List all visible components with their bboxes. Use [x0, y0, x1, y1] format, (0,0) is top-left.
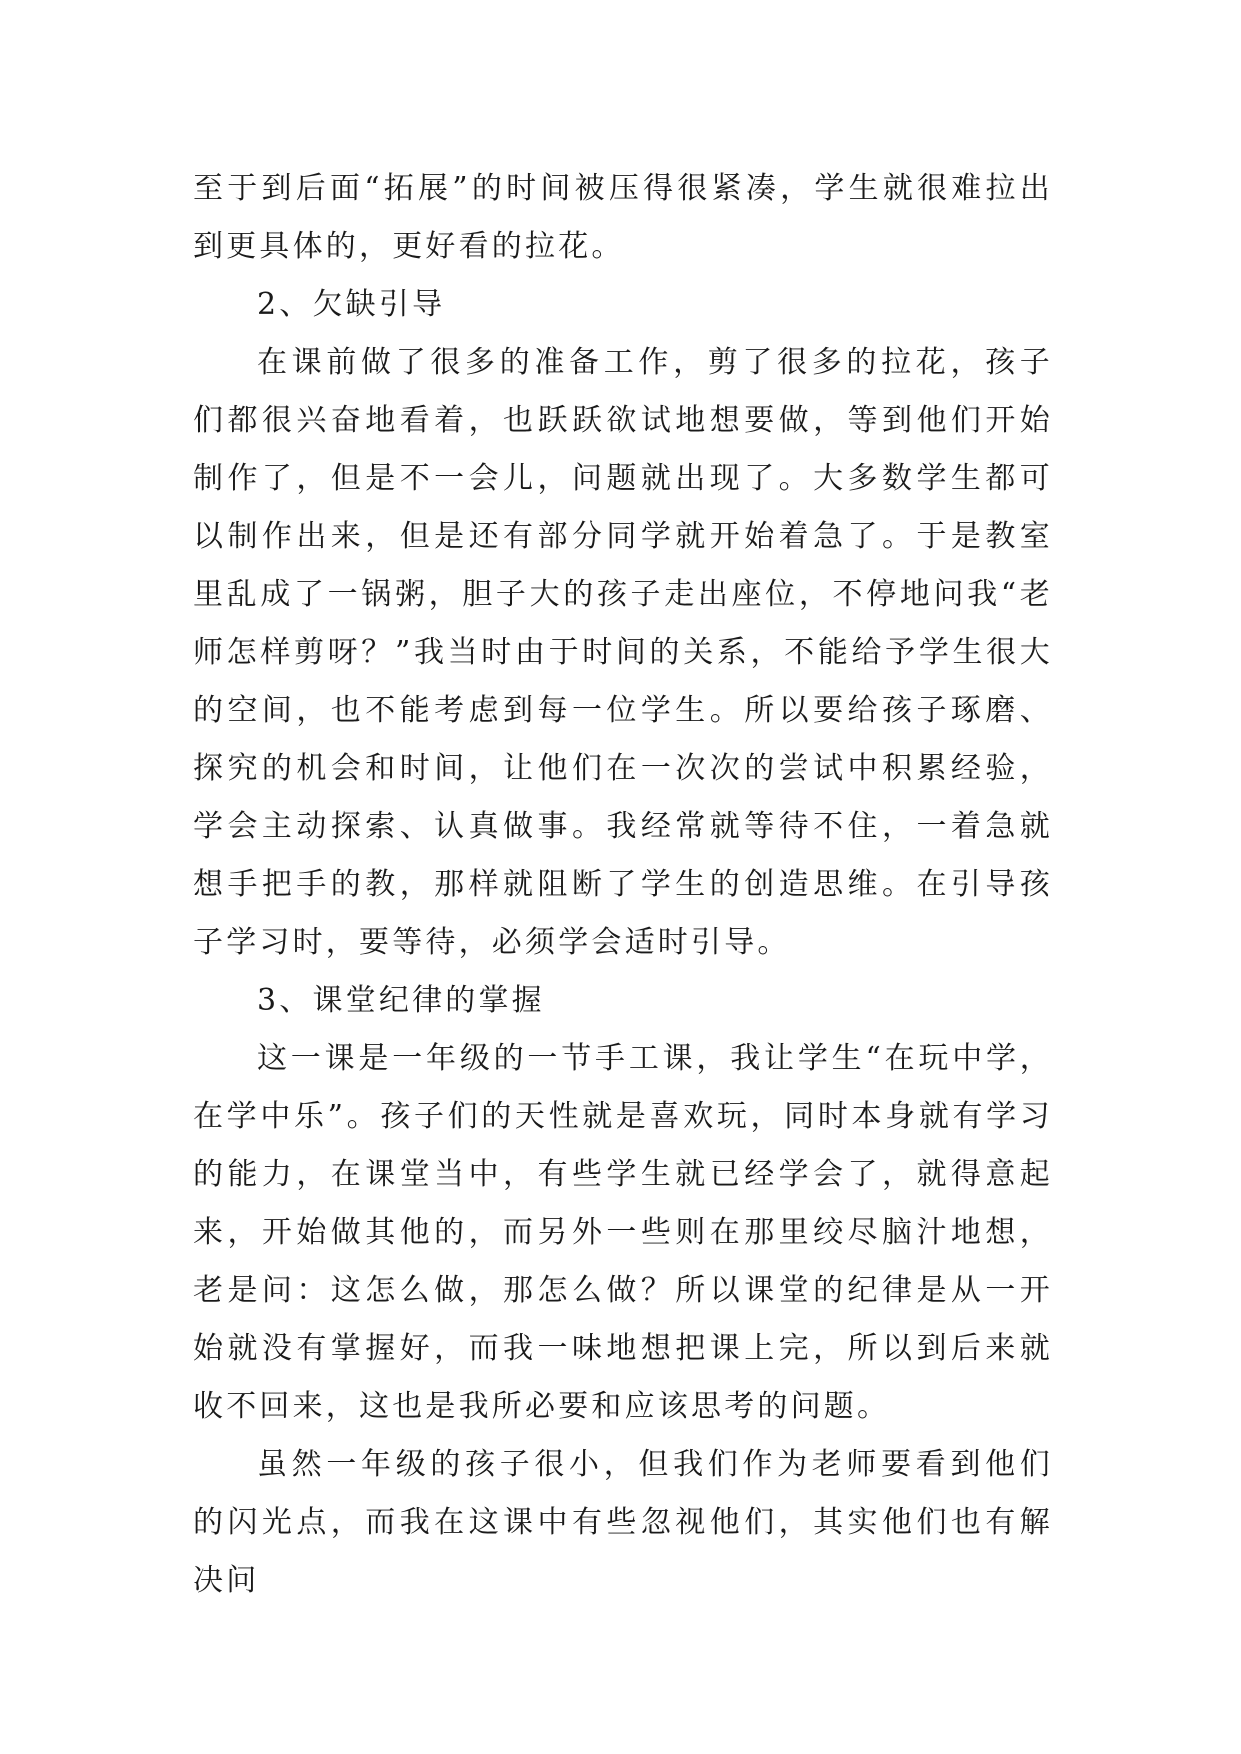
paragraph-guidance: 在课前做了很多的准备工作，剪了很多的拉花，孩子们都很兴奋地看着，也跃跃欲试地想要做，等到他们开始制作了，但是不一会儿，问题就出现了。大多数学生都可以制作出来，但是还有部分同学就开始着急了。于是教室里乱成了一锅粥，胆子大的孩子走出座位，不停地问我“老师怎样剪呀？”我当时由于时间的关系，不能给予学生很大的空间，也不能考虑到每一位学生。所以要给孩子琢磨、探究的机会和时间，让他们在一次次的尝试中积累经验，学会主动探索、认真做事。我经常就等待不住，一着急就想手把手的教，那样就阻断了学生的创造思维。在引导孩子学习时，要等待，必须学会适时引导。 — [193, 345, 1053, 960]
section-heading-classroom-discipline: 3、课堂纪律的掌握 — [257, 983, 545, 1018]
document-body — [193, 160, 1053, 1610]
section-heading-lack-of-guidance: 2、欠缺引导 — [257, 287, 446, 322]
paragraph-continuation: 至于到后面“拓展”的时间被压得很紧凑，学生就很难拉出到更具体的，更好看的拉花。 — [193, 171, 1053, 264]
paragraph-discipline: 这一课是一年级的一节手工课，我让学生“在玩中学，在学中乐”。孩子们的天性就是喜欢玩，同时本身就有学习的能力，在课堂当中，有些学生就已经学会了，就得意起来，开始做其他的，而另外一些则在那里绞尽脑汁地想，老是问：这怎么做，那怎么做？所以课堂的纪律是从一开始就没有掌握好，而我一味地想把课上完，所以到后来就收不回来，这也是我所必要和应该思考的问题。 — [193, 1041, 1053, 1424]
paragraph-closing: 虽然一年级的孩子很小，但我们作为老师要看到他们的闪光点，而我在这课中有些忽视他们，其实他们也有解决问 — [193, 1447, 1053, 1598]
